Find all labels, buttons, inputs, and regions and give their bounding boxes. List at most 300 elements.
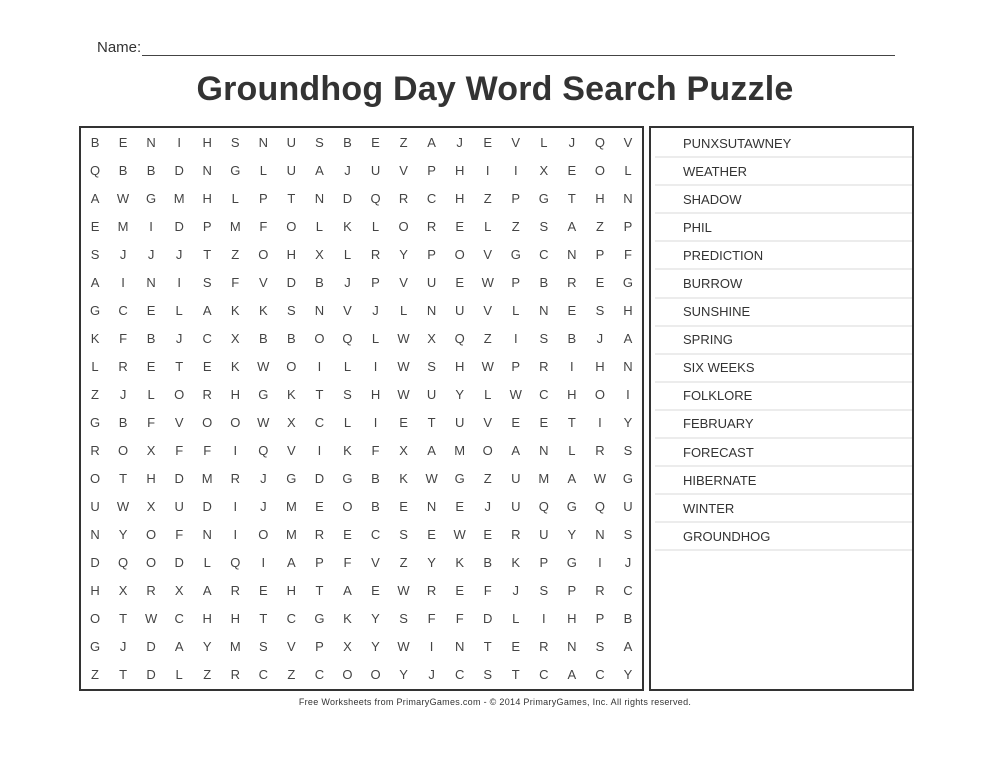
grid-letter: L [343, 415, 352, 431]
grid-letter: E [511, 415, 521, 431]
grid-letter: R [146, 583, 156, 599]
grid-letter: O [89, 471, 101, 487]
grid-letter: N [314, 302, 325, 318]
grid-letter: N [258, 134, 269, 150]
grid-letter: B [118, 162, 128, 178]
grid-letter: Q [538, 499, 549, 515]
grid-letter: L [512, 302, 520, 318]
grid-letter: G [566, 555, 577, 571]
grid-letter: A [427, 134, 436, 150]
grid-letter: T [119, 471, 128, 487]
grid-letter: F [483, 583, 492, 599]
grid-letter: E [90, 218, 100, 234]
grid-letter: K [258, 302, 268, 318]
grid-letter: V [623, 134, 633, 150]
grid-letter: W [116, 499, 130, 515]
grid-letter: O [370, 667, 381, 683]
grid-letter: C [454, 667, 465, 683]
grid-letter: T [315, 583, 324, 599]
grid-letter: P [315, 639, 324, 655]
grid-letter: T [287, 190, 296, 206]
grid-letter: Z [595, 218, 604, 234]
grid-letter: V [343, 302, 352, 318]
grid-letter: R [398, 190, 409, 206]
grid-letter: C [314, 415, 325, 431]
grid-letter: F [455, 611, 464, 627]
grid-letter: E [483, 134, 493, 150]
grid-letter: A [202, 583, 212, 599]
word-list-item: PHIL [655, 214, 912, 242]
grid-letter: D [174, 471, 184, 487]
grid-letter: O [174, 386, 185, 402]
word-search-grid [81, 128, 642, 689]
grid-letter: Z [483, 190, 492, 206]
grid-letter: F [623, 246, 632, 262]
grid-letter: W [453, 527, 466, 543]
grid-letter: B [343, 134, 352, 150]
grid-letter: J [119, 639, 127, 655]
grid-letter: J [147, 246, 155, 262]
grid-letter: J [428, 667, 435, 683]
grid-letter: J [568, 134, 576, 150]
grid-letter: F [259, 218, 268, 234]
grid-letter: O [89, 611, 101, 627]
grid-letter: A [90, 274, 100, 290]
page-title: Groundhog Day Word Search Puzzle [196, 70, 794, 108]
grid-letter: K [90, 330, 100, 346]
grid-letter: L [568, 443, 576, 459]
grid-letter: R [595, 443, 605, 459]
grid-letter: R [314, 527, 325, 543]
grid-letter: B [567, 330, 577, 346]
grid-letter: W [425, 471, 438, 487]
grid-letter: O [146, 527, 157, 543]
grid-letter: A [343, 583, 352, 599]
grid-letter: W [481, 274, 494, 290]
grid-letter: E [483, 527, 493, 543]
grid-letter: L [315, 218, 324, 234]
grid-letter: T [119, 611, 128, 627]
grid-letter: G [566, 499, 577, 515]
grid-letter: P [623, 218, 633, 234]
grid-letter: H [623, 302, 633, 318]
grid-letter: G [342, 471, 353, 487]
grid-letter: I [317, 443, 322, 459]
grid-letter: V [174, 415, 184, 431]
grid-letter: U [454, 415, 465, 431]
grid-letter: L [91, 358, 99, 374]
grid-letter: K [399, 471, 408, 487]
grid-letter: C [539, 667, 549, 683]
grid-letter: E [539, 415, 549, 431]
grid-letter: B [623, 611, 633, 627]
grid-letter: I [626, 386, 630, 402]
grid-letter: E [146, 302, 156, 318]
grid-letter: U [623, 499, 633, 515]
grid-letter: Y [202, 639, 212, 655]
grid-letter: N [567, 639, 577, 655]
grid-letter: S [427, 358, 436, 374]
name-blank-line [142, 54, 895, 56]
grid-letter: C [623, 583, 633, 599]
grid-letter: W [144, 611, 158, 627]
grid-letter: K [343, 611, 352, 627]
grid-letter: C [370, 527, 381, 543]
grid-letter: J [624, 555, 632, 571]
grid-letter: U [90, 499, 100, 515]
grid-letter: I [149, 218, 153, 234]
grid-letter: T [483, 639, 492, 655]
grid-letter: X [230, 330, 240, 346]
grid-letter: S [483, 667, 493, 683]
grid-letter: Z [91, 667, 99, 683]
grid-letter: P [567, 583, 577, 599]
grid-letter: H [90, 583, 100, 599]
grid-letter: V [287, 639, 296, 655]
grid-letter: E [427, 527, 436, 543]
grid-letter: J [372, 302, 379, 318]
grid-letter: G [538, 190, 549, 206]
grid-letter: K [343, 443, 352, 459]
grid-letter: V [371, 555, 380, 571]
grid-letter: O [594, 162, 605, 178]
grid-letter: Y [371, 639, 380, 655]
grid-letter: P [315, 555, 324, 571]
grid-letter: H [286, 246, 297, 262]
grid-letter: H [370, 386, 381, 402]
grid-letter: G [89, 639, 101, 655]
grid-letter: Y [623, 415, 633, 431]
grid-letter: K [287, 386, 296, 402]
grid-letter: R [230, 471, 240, 487]
grid-letter: J [344, 162, 351, 178]
grid-letter: X [174, 583, 184, 599]
grid-letter: X [539, 162, 549, 178]
grid-letter: S [623, 527, 633, 543]
grid-letter: B [315, 274, 324, 290]
grid-letter: I [513, 162, 518, 178]
grid-letter: O [202, 415, 213, 431]
grid-letter: L [484, 218, 492, 234]
grid-letter: F [147, 415, 156, 431]
grid-letter: S [399, 611, 408, 627]
grid-letter: N [539, 302, 549, 318]
grid-letter: E [343, 527, 352, 543]
grid-letter: D [342, 190, 353, 206]
grid-letter: R [230, 667, 240, 683]
grid-letter: T [315, 386, 324, 402]
grid-letter: O [146, 555, 157, 571]
grid-letter: L [175, 302, 183, 318]
grid-letter: F [427, 611, 436, 627]
grid-letter: R [230, 583, 240, 599]
grid-letter: W [481, 358, 494, 374]
word-list-item: WEATHER [655, 158, 912, 186]
grid-letter: K [511, 555, 521, 571]
grid-letter: E [258, 583, 268, 599]
grid-letter: F [175, 527, 184, 543]
word-list-item: SIX WEEKS [655, 355, 912, 383]
grid-letter: E [567, 162, 577, 178]
grid-letter: I [177, 274, 181, 290]
grid-letter: O [258, 527, 269, 543]
word-list [651, 128, 912, 551]
grid-letter: D [90, 555, 100, 571]
grid-letter: J [456, 134, 463, 150]
grid-letter: Y [427, 555, 436, 571]
grid-letter: D [174, 555, 184, 571]
word-list-item: FEBRUARY [655, 411, 912, 439]
word-list-item: WINTER [655, 495, 912, 523]
word-list-item: SPRING [655, 327, 912, 355]
grid-letter: Y [118, 527, 128, 543]
grid-letter: H [202, 190, 212, 206]
word-list-item: FOLKLORE [655, 383, 912, 411]
grid-letter: F [203, 443, 212, 459]
grid-letter: J [260, 499, 267, 515]
word-list-item: SHADOW [655, 186, 912, 214]
grid-letter: S [399, 527, 408, 543]
grid-letter: D [146, 667, 156, 683]
grid-letter: B [371, 471, 380, 487]
grid-letter: E [595, 274, 605, 290]
grid-letter: H [454, 190, 465, 206]
grid-letter: L [399, 302, 408, 318]
grid-letter: T [119, 667, 128, 683]
grid-letter: E [202, 358, 212, 374]
grid-letter: N [426, 302, 437, 318]
grid-letter: D [483, 611, 493, 627]
grid-letter: U [286, 134, 297, 150]
word-list-item: PUNXSUTAWNEY [655, 130, 912, 158]
grid-letter: R [90, 443, 100, 459]
grid-letter: N [567, 246, 577, 262]
grid-letter: I [121, 274, 125, 290]
grid-letter: W [397, 358, 410, 374]
name-label: Name: [97, 39, 142, 56]
grid-letter: E [455, 274, 464, 290]
grid-letter: H [567, 611, 577, 627]
grid-letter: P [427, 246, 436, 262]
grid-letter: T [259, 611, 268, 627]
grid-letter: A [567, 667, 577, 683]
grid-letter: P [595, 246, 605, 262]
grid-letter: O [342, 499, 353, 515]
grid-letter: A [567, 471, 577, 487]
grid-letter: N [202, 162, 212, 178]
grid-letter: F [119, 330, 128, 346]
grid-letter: U [426, 274, 437, 290]
grid-letter: D [146, 639, 156, 655]
grid-letter: H [202, 611, 212, 627]
grid-letter: E [455, 218, 464, 234]
grid-letter: B [483, 555, 493, 571]
grid-letter: G [622, 274, 634, 290]
grid-letter: J [119, 386, 127, 402]
grid-letter: L [624, 162, 632, 178]
grid-letter: P [511, 274, 521, 290]
grid-letter: J [512, 583, 520, 599]
grid-letter: X [118, 583, 128, 599]
grid-letter: E [455, 583, 464, 599]
grid-letter: H [202, 134, 212, 150]
grid-letter: X [287, 415, 296, 431]
grid-letter: L [540, 134, 548, 150]
grid-letter: N [454, 639, 465, 655]
grid-letter: K [230, 302, 240, 318]
grid-letter: E [146, 358, 156, 374]
grid-letter: M [285, 527, 297, 543]
grid-letter: A [511, 443, 521, 459]
grid-letter: G [286, 471, 297, 487]
grid-letter: W [397, 330, 410, 346]
grid-letter: H [595, 358, 605, 374]
grid-letter: Z [483, 330, 492, 346]
grid-letter: N [426, 499, 437, 515]
grid-letter: Y [455, 386, 464, 402]
grid-letter: F [343, 555, 352, 571]
grid-letter: Q [342, 330, 353, 346]
grid-letter: V [511, 134, 521, 150]
grid-letter: Y [567, 527, 577, 543]
grid-letter: P [427, 162, 436, 178]
grid-letter: T [175, 358, 184, 374]
grid-letter: M [173, 190, 185, 206]
word-list-item: SUNSHINE [655, 299, 912, 327]
grid-letter: S [595, 639, 605, 655]
name-row [97, 34, 895, 56]
grid-letter: N [539, 443, 549, 459]
grid-letter: E [371, 134, 380, 150]
grid-letter: E [455, 499, 464, 515]
grid-letter: A [90, 190, 100, 206]
grid-letter: E [511, 639, 521, 655]
grid-letter: J [596, 330, 604, 346]
grid-letter: F [371, 443, 380, 459]
grid-letter: H [454, 358, 465, 374]
grid-letter: R [426, 583, 437, 599]
grid-letter: H [567, 386, 577, 402]
grid-letter: Y [399, 667, 408, 683]
grid-letter: V [483, 246, 493, 262]
grid-letter: I [233, 443, 238, 459]
grid-letter: W [397, 583, 410, 599]
grid-letter: M [201, 471, 213, 487]
grid-letter: C [426, 190, 437, 206]
grid-letter: J [260, 471, 267, 487]
grid-letter: I [373, 358, 378, 374]
grid-letter: T [427, 415, 436, 431]
grid-letter: R [595, 583, 605, 599]
grid-letter: Z [511, 218, 520, 234]
grid-letter: F [175, 443, 184, 459]
footer-copyright: Free Worksheets from PrimaryGames.com - © 2014 PrimaryGames, Inc. All rights reserved. [298, 697, 692, 707]
word-list-item: HIBERNATE [655, 467, 912, 495]
word-list-item: FORECAST [655, 439, 912, 467]
grid-letter: E [399, 415, 408, 431]
grid-letter: X [146, 443, 156, 459]
grid-letter: O [286, 218, 297, 234]
grid-letter: S [595, 302, 605, 318]
grid-letter: A [315, 162, 324, 178]
grid-letter: X [427, 330, 436, 346]
grid-letter: B [258, 330, 268, 346]
grid-letter: Z [399, 134, 408, 150]
grid-letter: Q [258, 443, 269, 459]
grid-letter: I [233, 527, 238, 543]
grid-letter: E [118, 134, 128, 150]
grid-letter: C [258, 667, 269, 683]
grid-letter: C [286, 611, 297, 627]
grid-letter: U [286, 162, 297, 178]
grid-letter: M [285, 499, 297, 515]
grid-letter: I [513, 330, 518, 346]
grid-letter: G [89, 302, 101, 318]
grid-letter: J [484, 499, 491, 515]
grid-letter: S [230, 134, 240, 150]
grid-letter: X [399, 443, 408, 459]
grid-letter: M [538, 471, 550, 487]
grid-letter: U [426, 386, 437, 402]
grid-letter: N [623, 358, 633, 374]
grid-letter: S [315, 134, 324, 150]
grid-letter: L [259, 162, 267, 178]
grid-letter: L [231, 190, 239, 206]
grid-letter: C [118, 302, 128, 318]
grid-letter: C [539, 246, 549, 262]
grid-letter: H [230, 386, 240, 402]
grid-letter: S [539, 218, 549, 234]
grid-letter: W [397, 386, 410, 402]
grid-letter: S [287, 302, 296, 318]
grid-letter: I [542, 611, 546, 627]
grid-letter: A [567, 218, 577, 234]
grid-letter: C [174, 611, 184, 627]
grid-letter: U [511, 499, 521, 515]
grid-letter: O [482, 443, 493, 459]
grid-letter: I [261, 555, 266, 571]
grid-letter: X [146, 499, 156, 515]
grid-letter: R [539, 639, 549, 655]
grid-letter: H [595, 190, 605, 206]
grid-letter: X [343, 639, 352, 655]
grid-letter: E [567, 302, 577, 318]
grid-letter: T [203, 246, 212, 262]
grid-letter: A [174, 639, 184, 655]
word-list-item: GROUNDHOG [655, 523, 912, 551]
grid-letter: F [231, 274, 240, 290]
grid-letter: B [118, 415, 128, 431]
grid-letter: J [119, 246, 127, 262]
grid-letter: L [147, 386, 155, 402]
grid-letter: Z [231, 246, 240, 262]
grid-letter: J [344, 274, 351, 290]
grid-letter: Q [454, 330, 465, 346]
grid-letter: G [622, 471, 634, 487]
grid-letter: Z [203, 667, 212, 683]
grid-letter: V [258, 274, 268, 290]
grid-letter: M [117, 218, 129, 234]
grid-letter: I [429, 639, 434, 655]
grid-letter: I [570, 358, 574, 374]
grid-letter: B [146, 330, 156, 346]
grid-letter: P [511, 190, 521, 206]
grid-letter: L [512, 611, 520, 627]
grid-letter: C [202, 330, 212, 346]
grid-letter: T [567, 415, 576, 431]
grid-letter: R [118, 358, 128, 374]
grid-letter: Q [118, 555, 129, 571]
